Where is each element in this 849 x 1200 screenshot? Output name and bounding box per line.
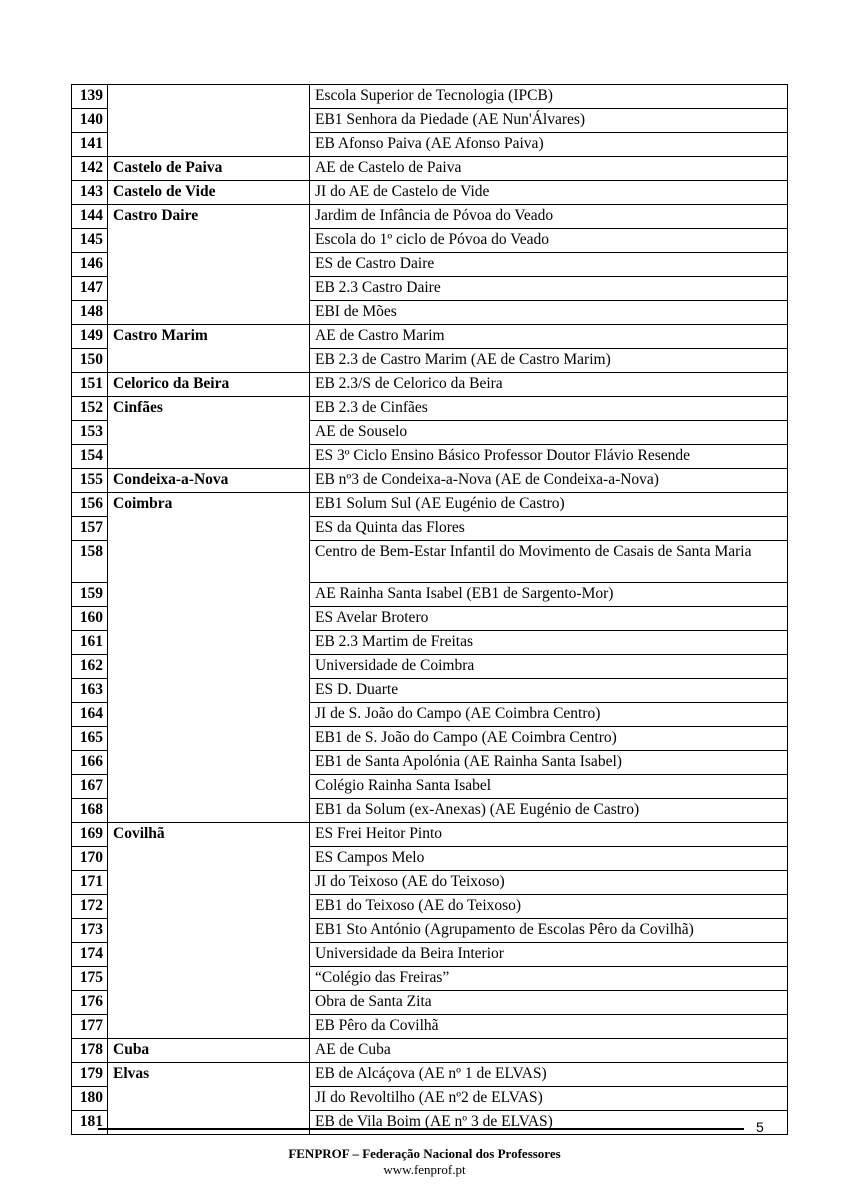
row-number: 151 <box>72 373 108 397</box>
school-cell: EB1 Sto António (Agrupamento de Escolas Pêro da Covilhã) <box>310 919 788 943</box>
row-number: 164 <box>72 703 108 727</box>
school-cell: Obra de Santa Zita <box>310 991 788 1015</box>
school-cell: EB1 do Teixoso (AE do Teixoso) <box>310 895 788 919</box>
school-cell: ES da Quinta das Flores <box>310 517 788 541</box>
school-cell: EB de Vila Boim (AE nº 3 de ELVAS) <box>310 1111 788 1135</box>
school-cell: EB de Alcáçova (AE nº 1 de ELVAS) <box>310 1063 788 1087</box>
table-row <box>72 493 788 517</box>
table-row <box>72 397 788 421</box>
school-cell: Centro de Bem-Estar Infantil do Movimento de Casais de Santa Maria <box>310 541 788 583</box>
row-number: 170 <box>72 847 108 871</box>
municipality-cell: Castelo de Vide <box>108 181 310 205</box>
school-cell: JI do AE de Castelo de Vide <box>310 181 788 205</box>
school-cell: EB1 de S. João do Campo (AE Coimbra Centro) <box>310 727 788 751</box>
row-number: 140 <box>72 109 108 133</box>
school-cell: JI do Teixoso (AE do Teixoso) <box>310 871 788 895</box>
school-cell: EB nº3 de Condeixa-a-Nova (AE de Condeixa-a-Nova) <box>310 469 788 493</box>
footer-divider <box>98 1128 744 1130</box>
row-number: 171 <box>72 871 108 895</box>
table-row <box>72 205 788 229</box>
municipality-cell: Cinfães <box>108 397 310 469</box>
row-number: 167 <box>72 775 108 799</box>
row-number: 144 <box>72 205 108 229</box>
row-number: 169 <box>72 823 108 847</box>
row-number: 178 <box>72 1039 108 1063</box>
row-number: 176 <box>72 991 108 1015</box>
municipality-cell: Celorico da Beira <box>108 373 310 397</box>
school-cell: ES D. Duarte <box>310 679 788 703</box>
row-number: 174 <box>72 943 108 967</box>
school-cell: EB1 Senhora da Piedade (AE Nun'Álvares) <box>310 109 788 133</box>
school-cell: EB1 Solum Sul (AE Eugénio de Castro) <box>310 493 788 517</box>
school-cell: EB 2.3 de Castro Marim (AE de Castro Marim) <box>310 349 788 373</box>
school-cell: ES 3º Ciclo Ensino Básico Professor Doutor Flávio Resende <box>310 445 788 469</box>
municipality-cell: Castro Marim <box>108 325 310 373</box>
school-cell: JI do Revoltilho (AE nº2 de ELVAS) <box>310 1087 788 1111</box>
school-cell: Escola do 1º ciclo de Póvoa do Veado <box>310 229 788 253</box>
school-cell: “Colégio das Freiras” <box>310 967 788 991</box>
school-cell: ES de Castro Daire <box>310 253 788 277</box>
municipality-cell <box>108 85 310 157</box>
row-number: 162 <box>72 655 108 679</box>
row-number: 165 <box>72 727 108 751</box>
municipality-cell: Coimbra <box>108 493 310 823</box>
footer-organization: FENPROF – Federação Nacional dos Professores <box>288 1146 561 1161</box>
school-cell: AE de Cuba <box>310 1039 788 1063</box>
municipality-cell: Castro Daire <box>108 205 310 325</box>
table-row <box>72 181 788 205</box>
table-row <box>72 325 788 349</box>
row-number: 159 <box>72 583 108 607</box>
page-number: 5 <box>756 1119 764 1135</box>
school-cell: ES Campos Melo <box>310 847 788 871</box>
row-number: 180 <box>72 1087 108 1111</box>
row-number: 149 <box>72 325 108 349</box>
row-number: 173 <box>72 919 108 943</box>
school-cell: EB1 da Solum (ex-Anexas) (AE Eugénio de Castro) <box>310 799 788 823</box>
school-cell: Escola Superior de Tecnologia (IPCB) <box>310 85 788 109</box>
table-row <box>72 469 788 493</box>
school-cell: EB 2.3/S de Celorico da Beira <box>310 373 788 397</box>
school-cell: AE de Castelo de Paiva <box>310 157 788 181</box>
table-row <box>72 373 788 397</box>
row-number: 168 <box>72 799 108 823</box>
school-cell: EB 2.3 Castro Daire <box>310 277 788 301</box>
table-row <box>72 157 788 181</box>
school-cell: EB 2.3 Martim de Freitas <box>310 631 788 655</box>
row-number: 163 <box>72 679 108 703</box>
row-number: 141 <box>72 133 108 157</box>
school-cell: EB Afonso Paiva (AE Afonso Paiva) <box>310 133 788 157</box>
row-number: 157 <box>72 517 108 541</box>
school-cell: AE de Souselo <box>310 421 788 445</box>
row-number: 175 <box>72 967 108 991</box>
table-row <box>72 823 788 847</box>
school-cell: EB1 de Santa Apolónia (AE Rainha Santa Isabel) <box>310 751 788 775</box>
row-number: 160 <box>72 607 108 631</box>
school-cell: Jardim de Infância de Póvoa do Veado <box>310 205 788 229</box>
footer-url: www.fenprof.pt <box>383 1162 466 1177</box>
row-number: 146 <box>72 253 108 277</box>
row-number: 177 <box>72 1015 108 1039</box>
school-cell: Universidade de Coimbra <box>310 655 788 679</box>
table-row <box>72 1039 788 1063</box>
table-row <box>72 85 788 109</box>
row-number: 154 <box>72 445 108 469</box>
row-number: 142 <box>72 157 108 181</box>
school-cell: Universidade da Beira Interior <box>310 943 788 967</box>
table-body <box>72 85 788 1135</box>
row-number: 156 <box>72 493 108 517</box>
school-cell: ES Avelar Brotero <box>310 607 788 631</box>
school-cell: JI de S. João do Campo (AE Coimbra Centro) <box>310 703 788 727</box>
row-number: 181 <box>72 1111 108 1135</box>
school-cell: AE Rainha Santa Isabel (EB1 de Sargento-Mor) <box>310 583 788 607</box>
municipality-cell: Castelo de Paiva <box>108 157 310 181</box>
row-number: 147 <box>72 277 108 301</box>
row-number: 172 <box>72 895 108 919</box>
row-number: 153 <box>72 421 108 445</box>
row-number: 148 <box>72 301 108 325</box>
school-cell: EB Pêro da Covilhã <box>310 1015 788 1039</box>
schools-table <box>71 84 788 1135</box>
row-number: 158 <box>72 541 108 583</box>
row-number: 166 <box>72 751 108 775</box>
row-number: 150 <box>72 349 108 373</box>
municipality-cell: Cuba <box>108 1039 310 1063</box>
row-number: 139 <box>72 85 108 109</box>
school-cell: EBI de Mões <box>310 301 788 325</box>
row-number: 152 <box>72 397 108 421</box>
school-cell: Colégio Rainha Santa Isabel <box>310 775 788 799</box>
row-number: 161 <box>72 631 108 655</box>
table-row <box>72 1063 788 1087</box>
municipality-cell: Covilhã <box>108 823 310 1039</box>
municipality-cell: Elvas <box>108 1063 310 1135</box>
row-number: 143 <box>72 181 108 205</box>
school-cell: ES Frei Heitor Pinto <box>310 823 788 847</box>
row-number: 179 <box>72 1063 108 1087</box>
school-cell: AE de Castro Marim <box>310 325 788 349</box>
row-number: 155 <box>72 469 108 493</box>
municipality-cell: Condeixa-a-Nova <box>108 469 310 493</box>
row-number: 145 <box>72 229 108 253</box>
school-cell: EB 2.3 de Cinfães <box>310 397 788 421</box>
